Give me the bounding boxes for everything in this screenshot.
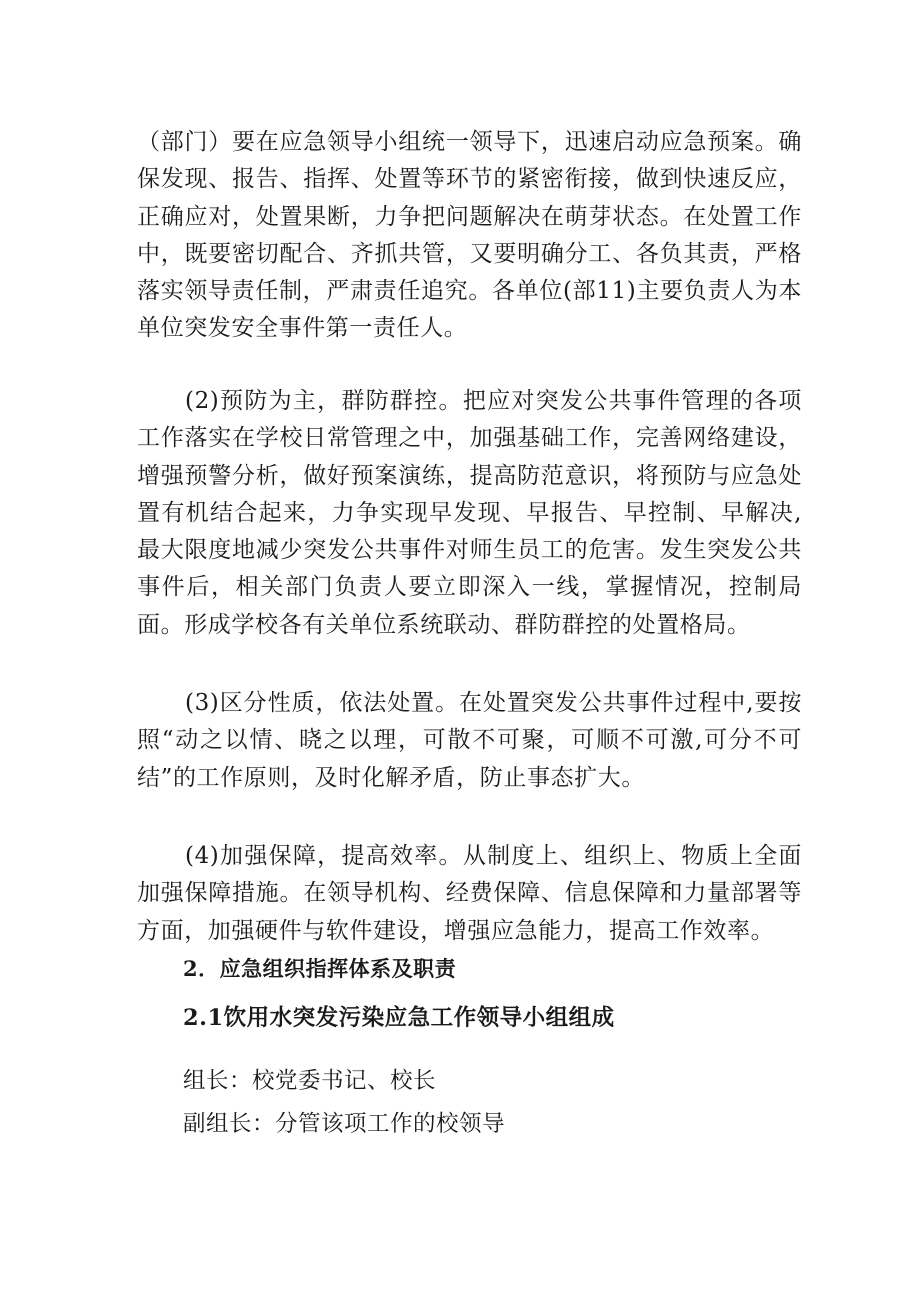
deputy-leader-line: 副组长：分管该项工作的校领导 <box>183 1111 506 1137</box>
paragraph-lawful-handling: (3)区分性质，依法处置。在处置突发公共事件过程中,要按照“动之以情、晓之以理，可散不可聚，可顺不可激,可分不可结”的工作原则，及时化解矛盾，防止事态扩大。 <box>137 690 802 791</box>
paragraph-prevention: (2)预防为主，群防群控。把应对突发公共事件管理的各项工作落实在学校日常管理之中，加强基础工作，完善网络建设，增强预警分析，做好预案演练，提高防范意识，将预防与应急处置有机结合起来，力争实现早发现、早报告、早控制、早解决,最大限度地减少突发公共事件对师生员工的危害。发生突发公共事件后，相关部门负责人要立即深入一线，掌握情况，控制局面。形成学校各有关单位系统联动、群防群控的处置格局。 <box>137 388 802 638</box>
paragraph-leadership: （部门）要在应急领导小组统一领导下，迅速启动应急预案。确保发现、报告、指挥、处置等环节的紧密衔接，做到快速反应，正确应对，处置果断，力争把问题解决在萌芽状态。在处置工作中，既要密切配合、齐抓共管，又要明确分工、各负其责，严格落实领导责任制，严肃责任追究。各单位(部11)主要负责人为本单位突发安全事件第一责任人。 <box>137 129 802 342</box>
section-heading-command-system: 2．应急组织指挥体系及职责 <box>183 956 457 981</box>
team-leader-line: 组长：校党委书记、校长 <box>183 1068 437 1094</box>
subsection-heading-team-composition: 2.1饮用水突发污染应急工作领导小组组成 <box>183 1005 615 1031</box>
paragraph-support: (4)加强保障，提高效率。从制度上、组织上、物质上全面加强保障措施。在领导机构、经费保障、信息保障和力量部署等方面，加强硬件与软件建设，增强应急能力，提高工作效率。 <box>137 843 802 944</box>
